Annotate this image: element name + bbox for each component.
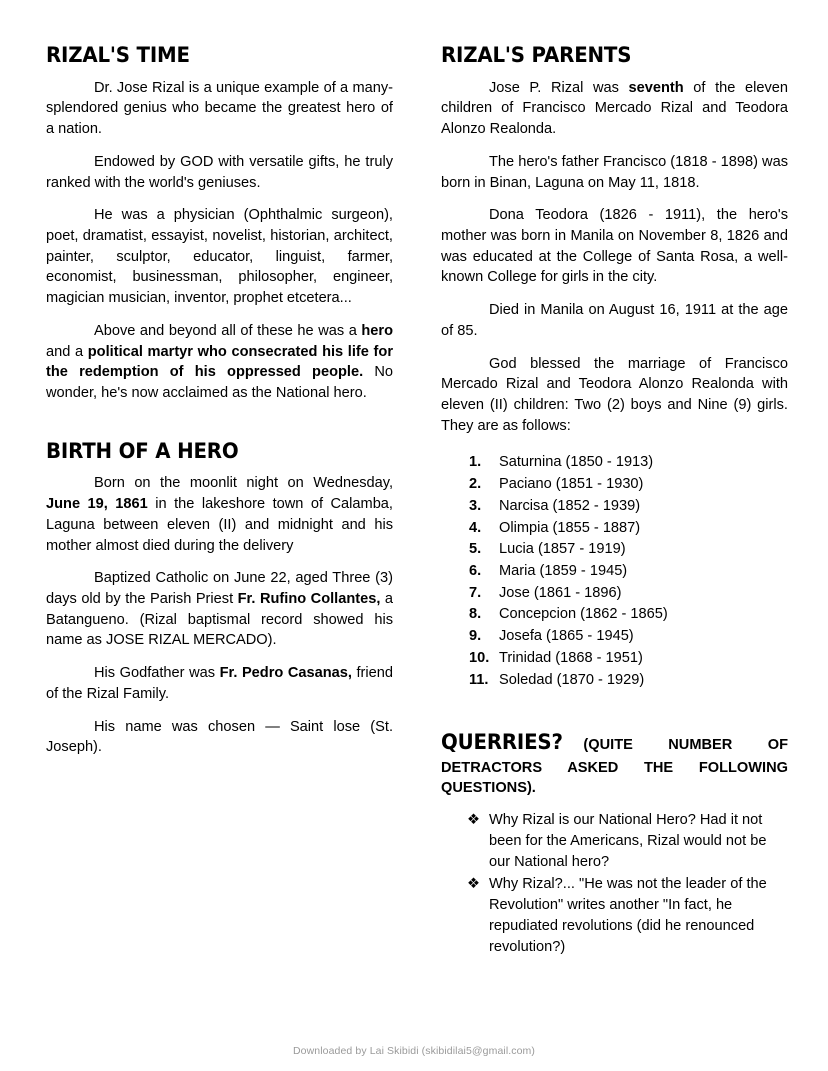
list-item-label: Narcisa (1852 - 1939)	[499, 497, 641, 514]
list-item-label: Paciano (1851 - 1930)	[499, 476, 644, 493]
text-priest-name-bold: Fr. Rufino Collantes,	[237, 590, 381, 607]
list-item	[469, 518, 788, 539]
list-item	[469, 474, 788, 495]
right-column	[441, 44, 788, 959]
text-seventh-lead: Jose P. Rizal was	[489, 79, 629, 96]
text-national-hero-tail: No wonder, he's now acclaimed as the National hero.	[46, 364, 394, 401]
list-item-number: 2.	[469, 476, 482, 493]
two-column-layout	[46, 44, 788, 959]
paragraph-father-francisco: The hero's father Francisco (1818 - 1898) was born in Binan, Laguna on May 11, 1818.	[441, 153, 788, 191]
paragraph-godfather	[46, 663, 393, 704]
list-item	[469, 452, 788, 473]
querry-text: Why Rizal?... "He was not the leader of the Revolution" writes another "In fact, he repudiated revolutions (did he renounced revolution?)	[489, 876, 767, 955]
list-item-label: Maria (1859 - 1945)	[499, 563, 628, 580]
paragraph-died-manila: Died in Manila on August 16, 1911 at the age of 85.	[441, 302, 788, 339]
paragraph-above-and-beyond	[46, 321, 393, 404]
querries-section	[441, 728, 788, 957]
text-hero-bold: hero	[361, 322, 393, 339]
text-above-beyond-lead: Above and beyond all of these he was a	[94, 322, 362, 339]
list-item-label: Josefa (1865 - 1945)	[499, 628, 634, 645]
list-item	[469, 539, 788, 560]
list-item	[467, 874, 788, 957]
text-godfather-name-bold: Fr. Pedro Casanas,	[219, 665, 352, 682]
querry-text: Why Rizal is our National Hero? Had it not been for the Americans, Rizal would not be our National hero?	[489, 812, 767, 870]
list-item-label: Trinidad (1868 - 1951)	[499, 649, 643, 666]
heading-rizals-time: RIZAL'S TIME	[46, 43, 190, 68]
list-item	[469, 648, 788, 669]
list-item-label: Lucia (1857 - 1919)	[499, 541, 626, 558]
list-item-label: Jose (1861 - 1896)	[499, 584, 622, 601]
diamond-bullet-icon: ❖	[467, 876, 481, 893]
list-item-label: Concepcion (1862 - 1865)	[499, 606, 668, 623]
heading-birth-of-a-hero: BIRTH OF A HERO	[46, 438, 239, 464]
list-item-number: 1.	[469, 454, 482, 471]
footer-watermark: Downloaded by Lai Skibidi (skibidilai5@gmail.com)	[293, 1045, 535, 1057]
list-item	[469, 670, 788, 691]
text-and-a: and a	[46, 343, 88, 360]
text-born-lead: Born on the moonlit night on Wednesday,	[94, 475, 393, 492]
paragraph-baptized	[46, 568, 393, 651]
list-item	[469, 496, 788, 517]
list-item	[469, 604, 788, 625]
diamond-bullet-icon: ❖	[467, 812, 481, 829]
list-item-label: Soledad (1870 - 1929)	[499, 671, 645, 688]
text-baptized-tail: a Batangueno. (Rizal baptismal record showed his name as JOSE RIZAL MERCADO).	[46, 590, 393, 649]
list-item-number: 3.	[469, 497, 482, 514]
left-column	[46, 44, 393, 959]
list-item-label: Olimpia (1855 - 1887)	[499, 519, 641, 536]
children-list	[441, 452, 788, 690]
querries-subtitle: (QUITE NUMBER OF DETRACTORS ASKED THE FOLLOWING QUESTIONS).	[441, 737, 788, 797]
text-seventh-tail: of the eleven children of Francisco Mercado Rizal and Teodora Alonzo Realonda.	[441, 79, 788, 138]
querries-bullet-list	[441, 810, 788, 957]
text-seventh-bold: seventh	[628, 79, 684, 96]
text-godfather-tail: friend of the Rizal Family.	[46, 665, 393, 702]
text-baptized-lead: Baptized Catholic on June 22, aged Three (3) days old by the Parish Priest	[46, 570, 393, 607]
list-item	[469, 626, 788, 647]
list-item-number: 7.	[469, 584, 482, 601]
list-item-number: 5.	[469, 541, 482, 558]
text-godfather-lead: His Godfather was	[94, 665, 220, 682]
list-item-number: 9.	[469, 628, 482, 645]
list-item	[467, 810, 788, 872]
paragraph-born-moonlit	[46, 473, 393, 556]
text-political-martyr-bold: political martyr who consecrated his life for the redemption of his oppressed people.	[46, 343, 393, 381]
paragraph-endowed-by-god: Endowed by GOD with versatile gifts, he truly ranked with the world's geniuses.	[46, 153, 393, 191]
paragraph-name-chosen: His name was chosen — Saint lose (St. Joseph).	[46, 718, 393, 756]
list-item-number: 11.	[469, 671, 489, 688]
list-item-number: 8.	[469, 606, 482, 623]
list-item	[469, 583, 788, 604]
list-item	[469, 561, 788, 582]
list-item-number: 4.	[469, 519, 482, 536]
list-item-label: Saturnina (1850 - 1913)	[499, 454, 654, 471]
paragraph-mother-teodora: Dona Teodora (1826 - 1911), the hero's mother was born in Manila on November 8, 1826 and was educated at the College of Santa Rosa, a well-known College for girls in the city.	[441, 207, 788, 286]
paragraph-seventh-child	[441, 78, 788, 140]
heading-rizals-parents: RIZAL'S PARENTS	[441, 43, 632, 68]
paragraph-professions: He was a physician (Ophthalmic surgeon), poet, dramatist, essayist, novelist, historian, architect, painter, sculptor, educator, linguist, farmer, economist, businessman, philosopher, engineer, magician musician, inventor, prophet etcetera...	[46, 207, 393, 307]
heading-querries: QUERRIES?	[441, 730, 563, 756]
list-item-number: 10.	[469, 649, 490, 666]
paragraph-rizal-intro: Dr. Jose Rizal is a unique example of a many-splendored genius who became the greatest hero of a nation.	[46, 79, 393, 138]
paragraph-eleven-children: God blessed the marriage of Francisco Mercado Rizal and Teodora Alonzo Realonda with eleven (II) children: Two (2) boys and Nine (9) girls. They are as follows:	[441, 355, 788, 434]
querries-heading-line	[441, 728, 788, 798]
text-born-tail: in the lakeshore town of Calamba, Laguna between eleven (II) and midnight and his mother almost died during the delivery	[46, 496, 393, 554]
text-birthdate-bold: June 19, 1861	[46, 496, 148, 513]
list-item-number: 6.	[469, 563, 482, 580]
